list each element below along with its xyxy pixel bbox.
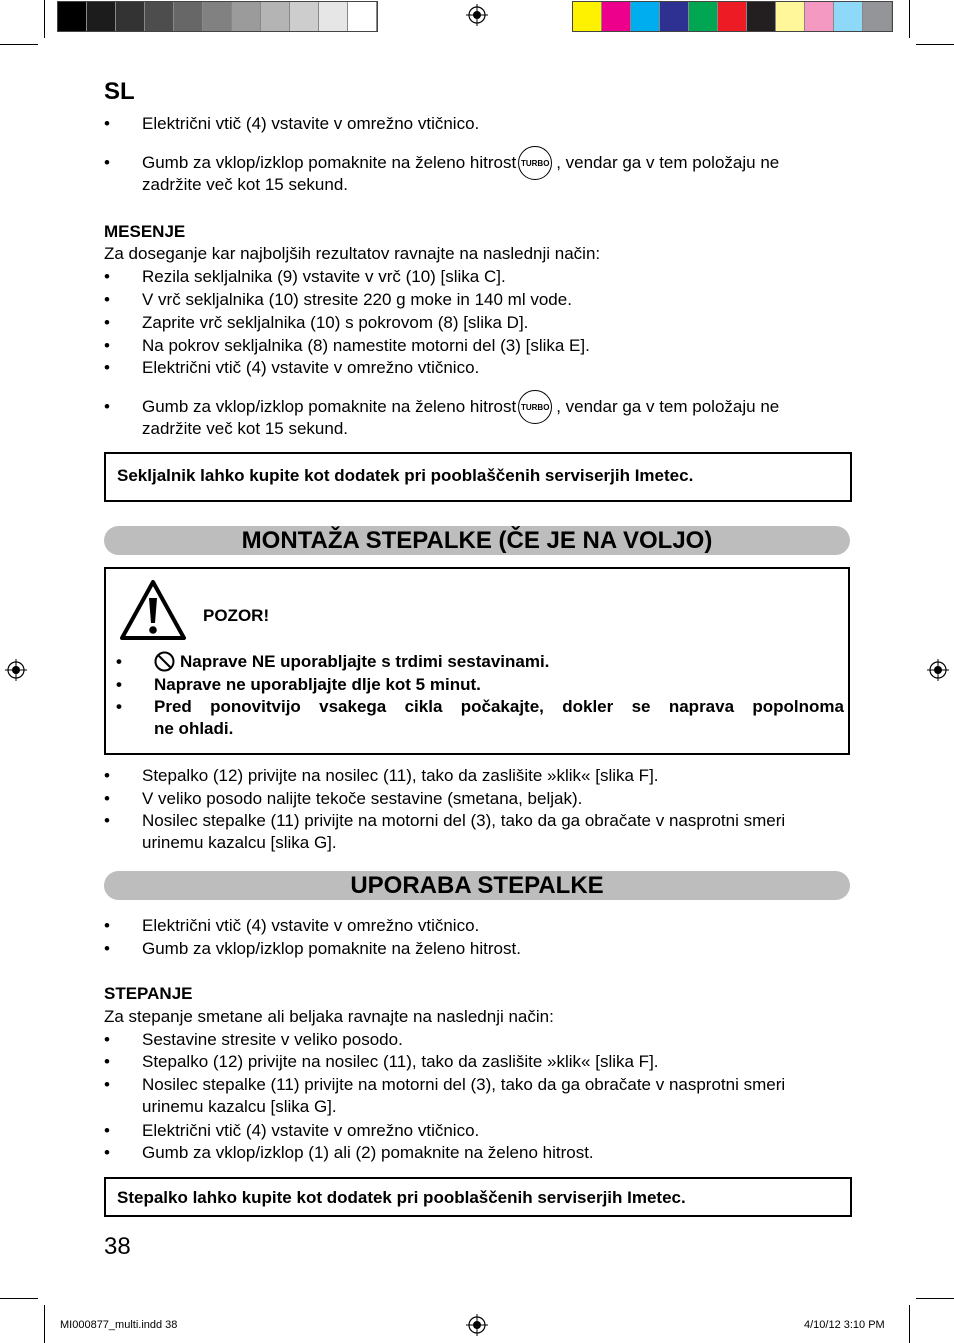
color-swatch: [834, 2, 863, 31]
footer-date: 4/10/12 3:10 PM: [804, 1319, 885, 1331]
section-title: UPORABA STEPALKE: [104, 871, 850, 900]
crop-mark: [909, 0, 910, 38]
crop-mark: [0, 44, 38, 45]
crop-mark: [916, 44, 954, 45]
language-code: SL: [104, 78, 135, 105]
color-swatch: [689, 2, 718, 31]
color-swatch: [116, 2, 145, 31]
crop-mark: [44, 1305, 45, 1343]
list-item: • Nosilec stepalke (11) privijte na motorni del (3), tako da ga obračate v nasprotni smeri urinemu kazalcu [slika G].: [104, 811, 786, 852]
warning-item: Naprave ne uporabljajte dlje kot 5 minut.: [154, 675, 481, 694]
paragraph: Za doseganje kar najboljših rezultatov ravnajte na naslednji način:: [104, 244, 601, 263]
warning-title: POZOR!: [203, 606, 270, 625]
bullet: •: [116, 652, 122, 671]
color-swatch: [863, 2, 892, 31]
registration-mark-icon: [927, 659, 949, 681]
registration-mark-icon: [466, 4, 488, 26]
warning-item: ne ohladi.: [154, 719, 234, 738]
process-color-bar: [572, 1, 893, 32]
section-heading: MESENJE: [104, 222, 186, 241]
crop-mark: [916, 1298, 954, 1299]
color-swatch: [290, 2, 319, 31]
warning-item: Naprave NE uporabljajte s trdimi sestavinami.: [180, 652, 550, 671]
color-swatch: [805, 2, 834, 31]
color-swatch: [58, 2, 87, 31]
grayscale-color-bar: [57, 1, 378, 32]
color-swatch: [232, 2, 261, 31]
list-item: • Nosilec stepalke (11) privijte na motorni del (3), tako da ga obračate v nasprotni smeri urinemu kazalcu [slika G].: [104, 1075, 786, 1116]
note-box: Stepalko lahko kupite kot dodatek pri pooblaščenih serviserjih Imetec.: [104, 1177, 852, 1217]
color-swatch: [631, 2, 660, 31]
paragraph: Za stepanje smetane ali beljaka ravnajte na naslednji način:: [104, 1007, 554, 1026]
registration-mark-icon: [5, 659, 27, 681]
section-heading: STEPANJE: [104, 984, 193, 1003]
color-swatch: [602, 2, 631, 31]
color-swatch: [660, 2, 689, 31]
color-swatch: [203, 2, 232, 31]
footer-filename: MI000877_multi.indd 38: [60, 1319, 178, 1331]
crop-mark: [909, 1305, 910, 1343]
registration-mark-icon: [466, 1314, 488, 1336]
page-number: 38: [104, 1233, 131, 1260]
color-swatch: [573, 2, 602, 31]
color-swatch: [348, 2, 377, 31]
color-swatch: [87, 2, 116, 31]
crop-mark: [0, 1298, 38, 1299]
color-swatch: [145, 2, 174, 31]
color-swatch: [718, 2, 747, 31]
warning-box: [104, 567, 850, 755]
color-swatch: [261, 2, 290, 31]
color-swatch: [174, 2, 203, 31]
color-swatch: [747, 2, 776, 31]
list-item: • Gumb za vklop/izklop pomaknite na želeno hitrost TURBO , vendar ga v tem položaju ne zadržite več kot 15 sekund.: [104, 396, 850, 440]
color-swatch: [319, 2, 348, 31]
list-item: • Gumb za vklop/izklop pomaknite na želeno hitrost TURBO , vendar ga v tem položaju ne zadržite več kot 15 sekund.: [104, 152, 850, 196]
note-box: Sekljalnik lahko kupite kot dodatek pri pooblaščenih serviserjih Imetec.: [104, 452, 852, 502]
crop-mark: [44, 0, 45, 38]
prohibited-icon: [154, 651, 175, 672]
warning-triangle-icon: [118, 578, 188, 642]
bullet: •: [116, 675, 122, 694]
color-swatch: [776, 2, 805, 31]
section-title: MONTAŽA STEPALKE (ČE JE NA VOLJO): [104, 526, 850, 555]
bullet: •: [116, 697, 122, 716]
warning-item: Pred ponovitvijo vsakega cikla počakajte, dokler se naprava popolnoma: [154, 697, 844, 716]
turbo-icon: TURBO: [518, 146, 552, 180]
turbo-icon: TURBO: [518, 390, 552, 424]
